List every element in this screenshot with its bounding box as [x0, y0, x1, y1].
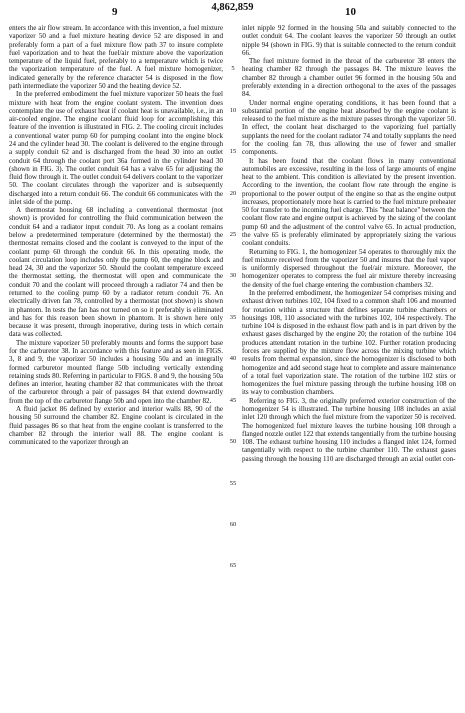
patent-number: 4,862,859 — [211, 2, 254, 13]
paragraph: enters the air flow stream. In accordance with this invention, a fuel mixture vaporizer 50 and a fuel mixture heating device 52 are disposed in and preferably form a part of a fuel mixture flow path 37 to insure complete fuel vaporization and to heat the fuel/air mixture above the vaporization temperature of the liquid fuel, preferably to a temperature which is twice the vaporization temperature of the fuel. A fuel mixture homogenizer, indicated generally by the reference character 54 is disposed in the flow path intermediate the vaporizer 50 and the heating device 52. — [9, 24, 223, 90]
paragraph: The fuel mixture formed in the throat of the carburetor 38 enters the heating chamber 82 through the passages 84. The mixture leaves the chamber 82 through a chamber outlet 96 formed in the housing 50a and preferably extending in a direction orthogonal to the axes of the passages 84. — [242, 57, 456, 99]
paragraph: It has been found that the coolant flows in many conventional automobiles are excessive, resulting in the loss of large amounts of engine heat to the ambient. This condition is alleviated by the present invention. According to the invention, the coolant flow rate through the engine is proportional to the power output of the engine so that as the engine output increases, proportionately more heat is carried to the fuel mixture preheater 50 for transfer to the incoming fuel charge. This "heat balance" between the coolant flow rate and engine output is achieved by the sizing of the coolant pump 60 and the adjustment of the control valve 65. In actual production, the valve 65 is preferably eliminated by appropriately sizing the various coolant conduits. — [242, 156, 456, 248]
left-text-column — [9, 24, 223, 446]
line-number: 50 — [229, 438, 237, 445]
line-number: 5 — [231, 65, 235, 72]
line-number: 10 — [229, 107, 237, 114]
paragraph: A fluid jacket 86 defined by exterior and interior walls 88, 90 of the housing 50 surround the chamber 82. Engine coolant is circulated in the fluid passages 86 so that heat from the engine coolant is transferred to the chamber 82 through the interior wall 88. The engine coolant is communicated to the vaporizer through an — [9, 404, 223, 447]
line-number: 60 — [229, 521, 237, 528]
paragraph: In the preferred embodiment, the homogenizer 54 comprises mixing and exhaust driven turbines 102, 104 fixed to a common shaft 106 and mounted for rotation within a structure that defines separate turbine chambers or housings 108, 110 associated with the turbines 102, 104 respectively. The turbine 104 is disposed in the exhaust flow path and is in part driven by the exhaust gases discharged by the engine 20; the rotation of the turbine 104 produces attendant rotation in the turbine 102. Further rotation producing forces are supplied by the mixture flow across the mixing turbine which results from thermal expansion, since the homogenizer is disclosed to both homogenize and add second stage heat to complete and assure maintenance of a total fuel vaporization state. The rotation of the turbine 102 stirs or homogenizes the fuel mixture passing through the turbine housing 108 on its way to combustion chambers. — [242, 289, 456, 397]
line-number: 25 — [229, 231, 237, 238]
line-number: 20 — [229, 190, 237, 197]
line-number: 65 — [229, 562, 237, 569]
line-number: 35 — [229, 314, 237, 321]
line-number: 40 — [229, 355, 237, 362]
line-number: 30 — [229, 272, 237, 279]
right-text-column — [242, 24, 456, 463]
page-number-left: 9 — [112, 6, 118, 18]
line-number: 45 — [229, 397, 237, 404]
page-number-right: 10 — [345, 6, 356, 18]
page-header — [0, 2, 465, 22]
paragraph: Referring to FIG. 3, the originally preferred exterior construction of the homogenizer 54 is illustrated. The turbine housing 108 includes an axial inlet 120 through which the fuel mixture from the vaporizer 50 is received. The homogenized fuel mixture leaves the turbine housing 108 through a flanged nozzle outlet 122 that extends tangentially from the turbine housing 108. The exhaust turbine housing 110 includes a flanged inlet 124, formed tangentially with respect to the turbine chamber 110. The exhaust gases passing through the housing 110 are discharged through an axial outlet con- — [242, 396, 456, 463]
paragraph: A thermostat housing 68 including a conventional thermostat (not shown) is provided for controlling the fluid communication between the conduit 64 and a radiator input conduit 70. As long as a coolant remains below a predetermined temperature (determined by the thermostat) the thermostat remains closed and the coolant is conveyed to the input of the coolant pump 60 through the conduit 66. In this operating mode, the coolant circulation loop includes only the pump 60, the engine block and head 24, 30 and the vaporizer 50. Should the coolant temperature exceed the thermostat setting, the thermostat will open and communicate the conduit 70 and the coolant will proceed through a radiator 74 and then be returned to the cooling pump 60 by a radiator return conduit 76. An electrically driven fan 78, controlled by a thermostat (not shown) is shown in phantom. In tests the fan has not turned on so it preferably is eliminated and has for this reason been shown in phantom. It is shown here only because it was present, through inoperative, during tests in which certain data was collected. — [9, 206, 223, 339]
line-number: 55 — [229, 480, 237, 487]
line-number-gutter — [226, 24, 240, 708]
paragraph: The mixture vaporizer 50 preferably mounts and forms the support base for the carburetor 38. In accordance with this feature and as seen in FIGS. 3, 8 and 9, the vaporizer 50 includes a housing 50a and an integrally formed carburetor mounted flange 50b including vertically extending retaining studs 80. Referring in particular to FIGS. 8 and 9, the housing 50a defines an interior, heating chamber 82 that communicates with the throat of the carburetor through a pair of passages 84 that extend downwardly from the top of the carburetor flange 50b and open into the chamber 82. — [9, 338, 223, 405]
paragraph: Under normal engine operating conditions, it has been found that a substantial portion of the engine heat absorbed by the engine coolant is released to the fuel mixture as the mixture passes through the vaporizer 50. In effect, the coolant heat discharged to the vaporizing fuel partially supplants the need for the coolant radiator 74 and totally supplants the need for the cooling fan 78, thus allowing the use of fewer and smaller components. — [242, 98, 456, 157]
paragraph: In the preferred embodiment the fuel mixture vaporizer 50 heats the fuel mixture with heat from the engine coolant system. The invention does contemplate the use of exhaust heat if coolant heat is unavailable, i.e., in an air-cooled engine. The engine coolant fluid loop for accomplishing this feature of the invention is illustrated in FIG. 2. The cooling circuit includes a conventional water pump 60 for pumping coolant into the engine block 24 and the cylinder head 30. The coolant is delivered to the engine through a supply conduit 62 and is discharged from the head 30 into an outlet conduit 64 through the coolant port 36a formed in the cylinder head 30 (shown in FIG. 3). The outlet conduit 64 has a valve 65 for adjusting the fluid flow through it. The outlet conduit 64 delivers coolant to the vaporizer 50. The coolant circulates through the vaporizer and is subsequently discharged into a return conduit 66. The conduit 66 communicates with the inlet side of the pump. — [9, 90, 223, 206]
paragraph: Returning to FIG. 1, the homogenizer 54 operates to thoroughly mix the fuel mixture received from the vaporizer 50 and insures that the fuel vapor is uniformly dispersed throughout the fuel/air mixture. Moreover, the homogenizer operates to compress the fuel air mixture thereby increasing the density of the fuel charge entering the combustion chambers 32. — [242, 247, 456, 289]
line-number: 15 — [229, 148, 237, 155]
paragraph: inlet nipple 92 formed in the housing 50a and suitably connected to the outlet conduit 64. The coolant leaves the vaporizer 50 through an outlet nipple 94 (shown in FIG. 9) that is suitable connected to the return conduit 66. — [242, 24, 456, 57]
